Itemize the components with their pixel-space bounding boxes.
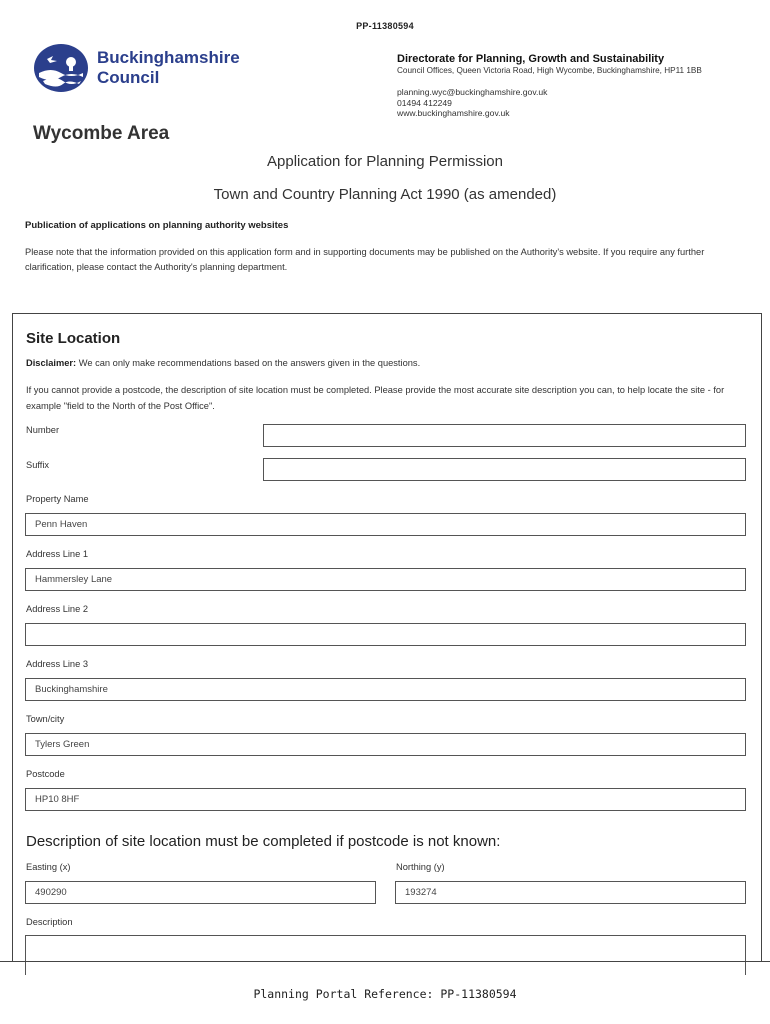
site-location-intro: If you cannot provide a postcode, the description of site location must be completed. Please provide the most accurate site description you can, to help locate the site - for example "field to the North of the Post Office". xyxy=(26,385,725,411)
description-field[interactable] xyxy=(25,935,746,975)
town-city-field[interactable]: Tylers Green xyxy=(25,733,746,756)
address-line-3-label: Address Line 3 xyxy=(26,659,89,669)
council-logo-icon xyxy=(33,43,89,93)
postcode-label: Postcode xyxy=(26,769,65,779)
contact-website[interactable]: www.buckinghamshire.gov.uk xyxy=(397,108,510,118)
form-title: Application for Planning Permission xyxy=(267,153,503,170)
address-line-1-field[interactable]: Hammersley Lane xyxy=(25,568,746,591)
address-line-3-field[interactable]: Buckinghamshire xyxy=(25,678,746,701)
address-line-2-field[interactable] xyxy=(25,623,746,646)
form-subtitle: Town and Country Planning Act 1990 (as amended) xyxy=(213,186,557,203)
site-location-section xyxy=(12,313,762,962)
number-label: Number xyxy=(26,425,60,435)
publication-heading: Publication of applications on planning authority websites xyxy=(25,220,289,231)
northing-label: Northing (y) xyxy=(396,862,445,872)
contact-details xyxy=(397,87,547,119)
address-line-1-label: Address Line 1 xyxy=(26,549,89,559)
area-title: Wycombe Area xyxy=(33,123,170,144)
section-title: Site Location xyxy=(26,330,121,347)
number-field[interactable] xyxy=(263,424,746,447)
property-name-label: Property Name xyxy=(26,494,89,504)
easting-field[interactable]: 490290 xyxy=(25,881,376,904)
town-city-label: Town/city xyxy=(26,714,65,724)
suffix-field[interactable] xyxy=(263,458,746,481)
suffix-label: Suffix xyxy=(26,460,50,470)
contact-email[interactable]: planning.wyc@buckinghamshire.gov.uk xyxy=(397,87,548,97)
publication-text: Please note that the information provided on this application form and in supporting documents may be published on the Authority's website. If you require any further clarification, please contact the Authority's planning department. xyxy=(25,247,705,272)
postcode-field[interactable]: HP10 8HF xyxy=(25,788,746,811)
directorate-name: Directorate for Planning, Growth and Sustainability xyxy=(397,53,665,65)
northing-field[interactable]: 193274 xyxy=(395,881,746,904)
property-name-field[interactable]: Penn Haven xyxy=(25,513,746,536)
council-address: Council Offices, Queen Victoria Road, High Wycombe, Buckinghamshire, HP11 1BB xyxy=(397,66,702,75)
disclaimer: Disclaimer: We can only make recommendations based on the answers given in the questions. xyxy=(26,358,421,368)
footer-divider xyxy=(0,961,770,962)
reference-number: PP-11380594 xyxy=(356,21,414,31)
address-line-2-label: Address Line 2 xyxy=(26,604,89,614)
easting-label: Easting (x) xyxy=(26,862,71,872)
description-label: Description xyxy=(26,917,73,927)
contact-phone: 01494 412249 xyxy=(397,97,452,108)
description-heading: Description of site location must be completed if postcode is not known: xyxy=(26,833,501,850)
footer-reference: Planning Portal Reference: PP-11380594 xyxy=(253,987,517,1001)
council-name: Buckinghamshire Council xyxy=(97,48,240,87)
